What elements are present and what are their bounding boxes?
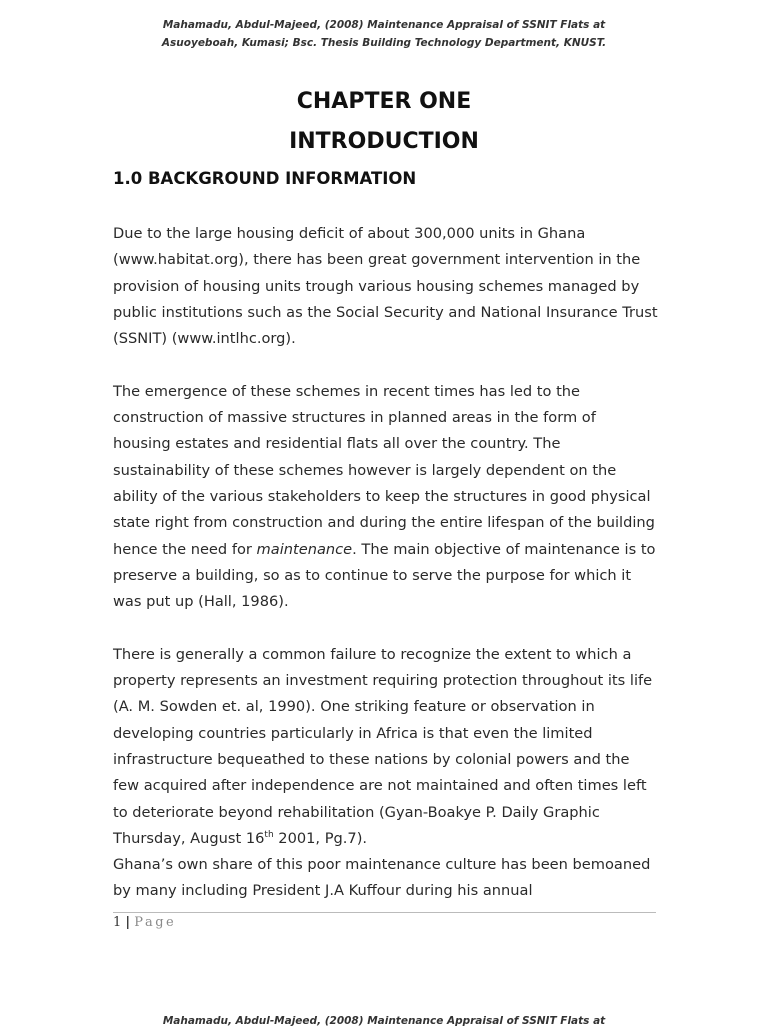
body-text xyxy=(113,221,658,905)
chapter-subtitle: INTRODUCTION xyxy=(289,129,479,154)
paragraph-3-text-a: There is generally a common failure to recognize the extent to which a property represents an investment requiring protection throughout its life (A. M. Sowden et. al, 1990). One striking feature or observation in developing countries particularly in Africa is that even the limited infrastructure bequeathed to these nations by colonial powers and the few acquired after independence are not maintained and often times left to deteriorate beyond rehabilitation (Gyan-Boakye P. Daily Graphic Thursday, August 16 xyxy=(113,645,653,847)
running-header-line-2: Asuoyeboah, Kumasi; Bsc. Thesis Building Technology Department, KNUST. xyxy=(161,37,607,49)
page-separator: | xyxy=(125,915,131,930)
paragraph-2-emphasis: maintenance xyxy=(256,540,353,558)
paragraph-3 xyxy=(113,642,658,852)
running-header xyxy=(0,16,768,52)
paragraph-3-superscript: th xyxy=(264,829,274,840)
page-footer xyxy=(113,914,176,932)
chapter-title: CHAPTER ONE xyxy=(296,89,472,114)
section-heading: 1.0 BACKGROUND INFORMATION xyxy=(113,169,417,188)
running-header-line-1: Mahamadu, Abdul-Majeed, (2008) Maintenance Appraisal of SSNIT Flats at xyxy=(162,19,606,31)
paragraph-2-text-b: . The main objective of maintenance is to preserve a building, so as to continue to serve the purpose for which it was put up (Hall, 1986). xyxy=(113,540,656,611)
paragraph-2 xyxy=(113,379,658,616)
paragraph-1: Due to the large housing deficit of about 300,000 units in Ghana (www.habitat.org), there has been great government intervention in the provision of housing units trough various housing schemes managed by public institutions such as the Social Security and National Insurance Trust (SSNIT) (www.intlhc.org). xyxy=(113,225,658,348)
page-number: 1 xyxy=(113,915,122,930)
paragraph-3-text-b: 2001, Pg.7). xyxy=(273,829,368,847)
next-page-header-line-1: Mahamadu, Abdul-Majeed, (2008) Maintenance Appraisal of SSNIT Flats at xyxy=(162,1015,606,1027)
paragraph-4: Ghana’s own share of this poor maintenance culture has been bemoaned by many including President J.A Kuffour during his annual xyxy=(113,856,651,900)
page-label: Page xyxy=(134,915,177,930)
paragraph-2-text-a: The emergence of these schemes in recent times has led to the construction of massive structures in planned areas in the form of housing estates and residential flats all over the country. The sustainability of these schemes however is largely dependent on the ability of the various stakeholders to keep the structures in good physical state right from construction and during the entire lifespan of the building hence the need for xyxy=(113,382,655,558)
next-page-running-header xyxy=(0,1012,768,1030)
footer-rule xyxy=(113,912,656,913)
